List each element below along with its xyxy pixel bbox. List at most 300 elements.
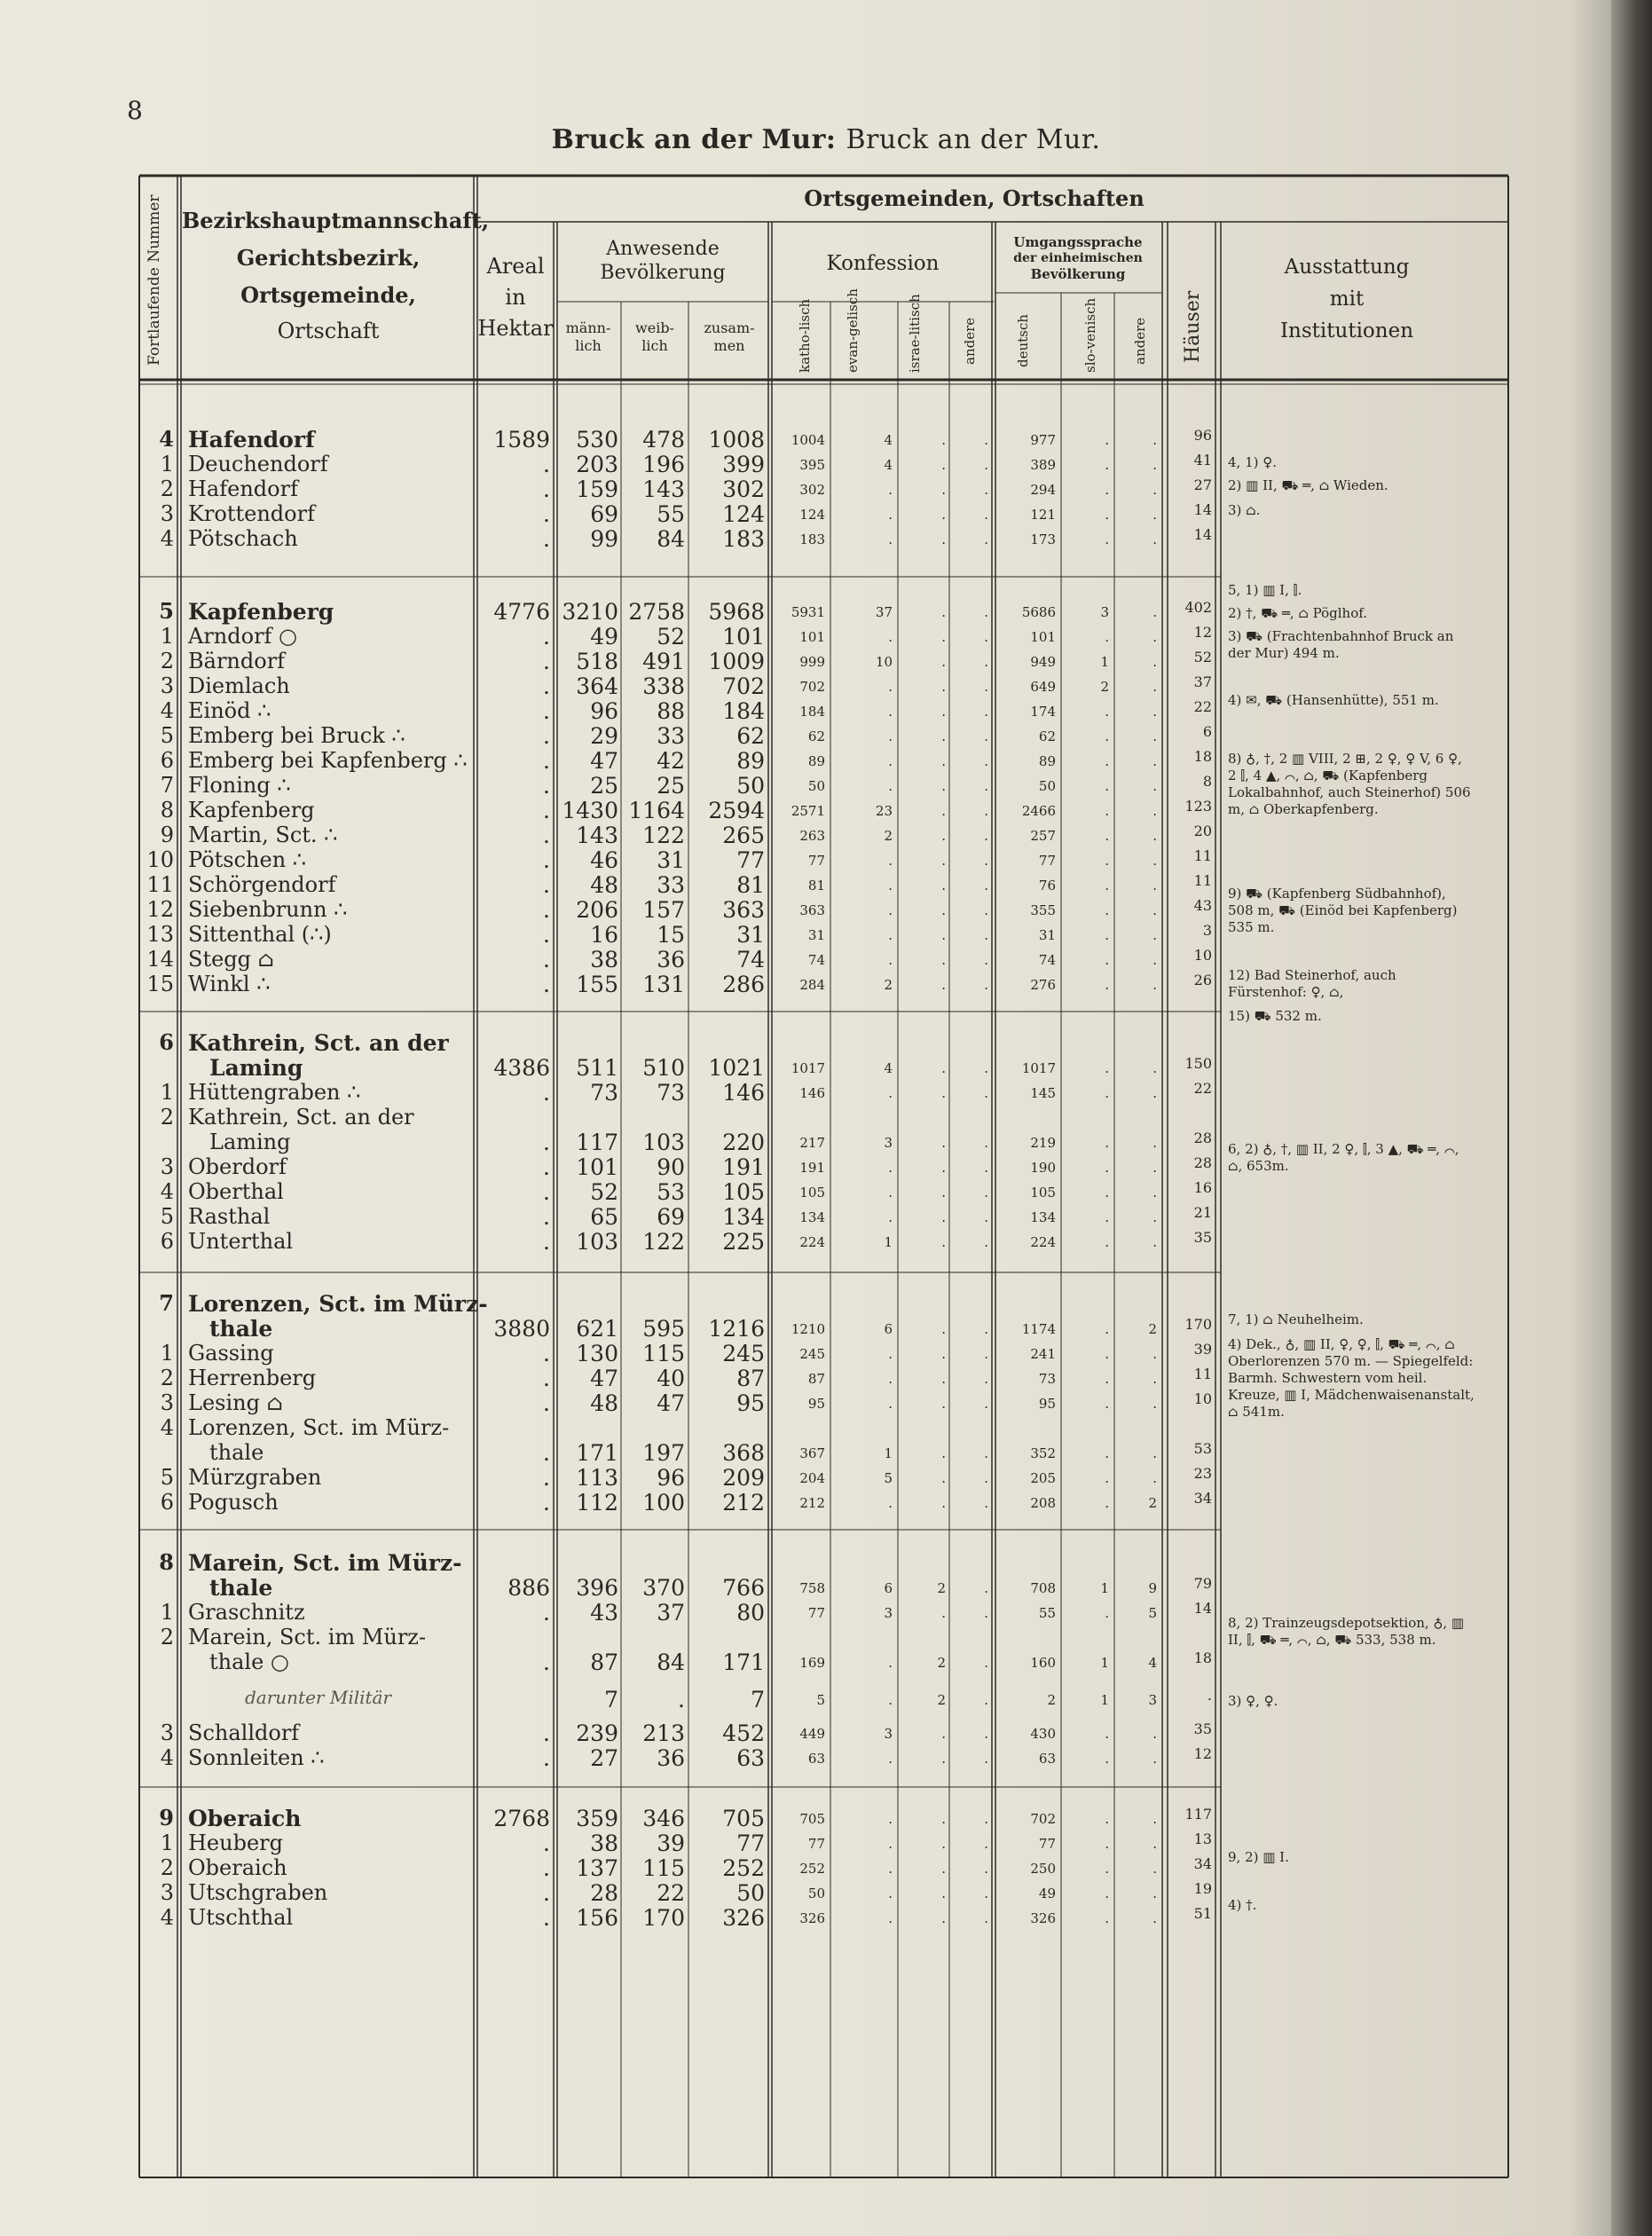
cell-slo: . (1105, 1495, 1109, 1511)
header-bezirk-line2: Gerichtsbezirk, (236, 245, 421, 271)
cell-slo: . (1105, 1811, 1109, 1827)
cell-m: 96 (590, 698, 618, 724)
cell-z: 363 (722, 897, 765, 923)
cell-de: 55 (1038, 1605, 1056, 1621)
cell-w: 370 (642, 1575, 685, 1601)
row-number: 6 (160, 1490, 174, 1515)
title-regular: Bruck an der Mur. (846, 124, 1101, 155)
cell-m: 530 (576, 427, 618, 453)
row-number: 8 (159, 1549, 174, 1575)
cell-m: 47 (590, 1366, 618, 1391)
cell-w: 196 (642, 452, 685, 477)
header-bevoelkerung-2: Bevölkerung (600, 262, 726, 284)
cell-ev: 4 (884, 1060, 893, 1076)
cell-z: 183 (722, 526, 765, 552)
cell-m: 48 (590, 1390, 618, 1416)
cell-w: 39 (657, 1831, 685, 1856)
cell-w: 55 (657, 501, 685, 527)
cell-m: 65 (590, 1204, 618, 1230)
cell-isr: . (941, 1836, 946, 1852)
cell-slo: . (1105, 878, 1109, 894)
cell-and2: . (1152, 1396, 1157, 1412)
cell-and2: . (1152, 1751, 1157, 1767)
cell-h: 53 (1193, 1440, 1212, 1457)
cell-and: . (984, 803, 988, 819)
cell-kat: 50 (807, 1886, 825, 1901)
cell-m: 3210 (562, 599, 618, 625)
institution-entry: 6, 2) ♁, †, ▥ II, 2 ♀, ⫿, 3 ▲, ⛟ ═, ⌒, ⌂, 653m. (1228, 1141, 1459, 1174)
header-israelitisch: israe-litisch (907, 294, 923, 373)
cell-isr: . (941, 1886, 946, 1901)
cell-ev: . (888, 1655, 893, 1671)
row-number: 3 (160, 673, 174, 698)
header-andere-sprache: andere (1132, 317, 1148, 365)
cell-areal: . (543, 1341, 550, 1366)
cell-kat: 77 (807, 1605, 825, 1621)
cell-slo: 1 (1100, 654, 1109, 670)
cell-z: 81 (736, 872, 765, 898)
cell-and: . (984, 531, 988, 547)
cell-ev: 4 (884, 432, 893, 448)
cell-and: . (984, 1692, 988, 1708)
ortschaft-name: Hüttengraben ∴ (188, 1080, 361, 1105)
cell-slo: . (1105, 728, 1109, 744)
cell-kat: 5 (816, 1692, 825, 1708)
cell-areal: . (543, 673, 550, 699)
cell-m: 29 (590, 723, 618, 749)
cell-kat: 999 (799, 654, 825, 670)
cell-isr: 2 (937, 1580, 946, 1596)
cell-and2: . (1152, 704, 1157, 720)
cell-slo: . (1105, 1605, 1109, 1621)
cell-w: 33 (657, 723, 685, 749)
row-number: 3 (160, 1154, 174, 1179)
cell-and: . (984, 828, 988, 844)
cell-isr: . (941, 1495, 946, 1511)
cell-areal: . (543, 1154, 550, 1180)
cell-h: 18 (1193, 1649, 1212, 1666)
cell-ev: . (888, 1396, 893, 1412)
cell-de: 190 (1030, 1160, 1056, 1176)
cell-slo: . (1105, 1751, 1109, 1767)
cell-ev: 1 (884, 1234, 893, 1250)
ortschaft-name: Kapfenberg (188, 798, 315, 823)
row-number: 4 (160, 1905, 174, 1930)
cell-z: 95 (736, 1390, 765, 1416)
cell-ev: . (888, 1346, 893, 1362)
cell-m: 518 (576, 649, 618, 674)
cell-z: 80 (736, 1600, 765, 1626)
cell-ev: 1 (884, 1445, 893, 1461)
cell-de: 224 (1030, 1234, 1056, 1250)
cell-w: 40 (657, 1366, 685, 1391)
header-ortsgemeinden: Ortsgemeinden, Ortschaften (804, 185, 1145, 211)
cell-z: 50 (736, 773, 765, 799)
cell-ev: . (888, 507, 893, 523)
cell-slo: . (1105, 432, 1109, 448)
cell-h: 41 (1193, 452, 1212, 468)
cell-and: . (984, 1321, 988, 1337)
row-number: 5 (160, 723, 174, 748)
cell-w: 478 (642, 427, 685, 453)
cell-isr: . (941, 728, 946, 744)
cell-kat: 89 (807, 753, 825, 769)
cell-and: . (984, 977, 988, 993)
cell-m: 171 (576, 1440, 618, 1466)
cell-ev: . (888, 1751, 893, 1767)
cell-h: 11 (1193, 847, 1212, 864)
ortschaft-name: Graschnitz (188, 1600, 305, 1625)
cell-ev: . (888, 853, 893, 869)
institution-entry: 8) ♁, †, 2 ▥ VIII, 2 ⊞, 2 ♀, ♀ V, 6 ♀, 2 ⫿, 4 ▲, ⌒, ⌂, ⛟ (Kapfenberg Lokalbahnhof, auch Steinerhof) 506 m, ⌂ Oberkapfenberg. (1228, 751, 1471, 817)
cell-isr: . (941, 1346, 946, 1362)
cell-de: 134 (1030, 1209, 1056, 1225)
cell-isr: . (941, 977, 946, 993)
cell-de: 160 (1030, 1655, 1056, 1671)
ortsgemeinde-name: Oberaich (188, 1806, 302, 1831)
cell-slo: . (1105, 1060, 1109, 1076)
cell-isr: . (941, 1811, 946, 1827)
cell-ev: 6 (884, 1321, 893, 1337)
row-number: 1 (160, 624, 174, 649)
cell-and2: 2 (1148, 1495, 1157, 1511)
cell-and2: . (1152, 878, 1157, 894)
cell-slo: . (1105, 1346, 1109, 1362)
cell-de: 1174 (1021, 1321, 1056, 1337)
cell-m: 117 (576, 1130, 618, 1155)
cell-m: 38 (590, 1831, 618, 1856)
cell-ev: . (888, 728, 893, 744)
row-number: 13 (146, 922, 174, 947)
cell-and: . (984, 679, 988, 695)
cell-h: 18 (1193, 748, 1212, 765)
cell-kat: 74 (807, 952, 825, 968)
ortsgemeinde-name: Laming (209, 1055, 303, 1081)
cell-h: 10 (1193, 1390, 1212, 1407)
cell-isr: . (941, 1085, 946, 1101)
institution-entry: 9) ⛟ (Kapfenberg Südbahnhof), 508 m, ⛟ (Einöd bei Kapfenberg) 535 m. (1228, 886, 1458, 935)
cell-kat: 101 (799, 629, 825, 645)
cell-isr: . (941, 753, 946, 769)
cell-slo: . (1105, 977, 1109, 993)
ortschaft-name: Heuberg (188, 1831, 283, 1855)
cell-de: 77 (1038, 1836, 1056, 1852)
cell-z: 184 (722, 698, 765, 724)
cell-de: 430 (1030, 1726, 1056, 1742)
row-number: 3 (160, 1390, 174, 1415)
cell-z: 105 (722, 1179, 765, 1205)
cell-m: 203 (576, 452, 618, 477)
cell-isr: . (941, 1234, 946, 1250)
header-areal-3: Hektar (477, 316, 554, 341)
header-weiblich-2: lich (641, 337, 668, 354)
cell-z: 191 (722, 1154, 765, 1180)
cell-z: 101 (722, 624, 765, 650)
cell-kat: 212 (799, 1495, 825, 1511)
cell-slo: . (1105, 828, 1109, 844)
cell-isr: . (941, 1321, 946, 1337)
cell-w: 338 (642, 673, 685, 699)
cell-slo: . (1105, 853, 1109, 869)
cell-isr: . (941, 531, 946, 547)
cell-h: 22 (1193, 698, 1212, 715)
header-katholisch: katho-lisch (797, 298, 813, 373)
cell-and2: . (1152, 1209, 1157, 1225)
cell-isr: . (941, 1135, 946, 1151)
cell-areal: . (543, 1080, 550, 1106)
cell-areal: . (543, 1600, 550, 1626)
cell-z: 5968 (708, 599, 765, 625)
cell-h: 27 (1193, 476, 1212, 493)
cell-and: . (984, 1234, 988, 1250)
ortschaft-name: Krottendorf (188, 501, 315, 526)
cell-h: 20 (1193, 823, 1212, 839)
cell-m: 69 (590, 501, 618, 527)
cell-z: 146 (722, 1080, 765, 1106)
cell-w: . (678, 1687, 685, 1712)
cell-areal: . (543, 649, 550, 674)
cell-m: 99 (590, 526, 618, 552)
cell-de: 949 (1030, 654, 1056, 670)
cell-h: 51 (1193, 1905, 1212, 1922)
ortschaft-name: Stegg ⌂ (188, 947, 274, 972)
cell-z: 705 (722, 1806, 765, 1831)
header-konfession: Konfession (826, 252, 940, 275)
cell-isr: . (941, 482, 946, 498)
cell-h: 96 (1193, 427, 1212, 444)
institution-entry: 9, 2) ▥ I. (1228, 1849, 1289, 1865)
cell-m: 359 (576, 1806, 618, 1831)
ortschaft-name: Sittenthal (∴) (188, 922, 332, 947)
cell-isr: . (941, 1470, 946, 1486)
header-zusammen-2: men (713, 337, 745, 354)
ortschaft-name: Oberaich (188, 1855, 287, 1880)
cell-h: 11 (1193, 1366, 1212, 1382)
cell-z: 134 (722, 1204, 765, 1230)
cell-and2: . (1152, 1836, 1157, 1852)
cell-areal: . (543, 773, 550, 799)
cell-w: 2758 (628, 599, 685, 625)
row-number: 7 (160, 773, 174, 798)
title-bold: Bruck an der Mur: (551, 124, 837, 155)
cell-and: . (984, 457, 988, 473)
row-number: 5 (160, 1465, 174, 1490)
cell-de: 250 (1030, 1861, 1056, 1877)
cell-ev: 3 (884, 1726, 893, 1742)
cell-de: 294 (1030, 482, 1056, 498)
cell-de: 63 (1038, 1751, 1056, 1767)
cell-slo: . (1105, 1726, 1109, 1742)
cell-kat: 105 (799, 1185, 825, 1201)
header-maennlich-2: lich (575, 337, 602, 354)
cell-isr: . (941, 457, 946, 473)
header-evangelisch: evan-gelisch (845, 288, 861, 373)
institution-entry: 2) ▥ II, ⛟ ═, ⌂ Wieden. (1228, 477, 1388, 493)
cell-and: . (984, 1160, 988, 1176)
cell-kat: 1004 (791, 432, 825, 448)
cell-isr: . (941, 902, 946, 918)
cell-and: . (984, 878, 988, 894)
cell-and: . (984, 1085, 988, 1101)
ortschaft-name: Pötschach (188, 526, 298, 551)
cell-isr: . (941, 629, 946, 645)
cell-ev: . (888, 704, 893, 720)
cell-and2: 5 (1148, 1605, 1157, 1621)
cell-and2: . (1152, 1811, 1157, 1827)
header-ausstattung-1: Ausstattung (1284, 256, 1410, 279)
cell-areal: . (543, 872, 550, 898)
cell-w: 84 (657, 1649, 685, 1675)
cell-de: 121 (1030, 507, 1056, 523)
cell-and2: 2 (1148, 1321, 1157, 1337)
cell-de: 326 (1030, 1910, 1056, 1926)
row-number: 4 (160, 1745, 174, 1770)
cell-areal: . (543, 847, 550, 873)
cell-z: 702 (722, 673, 765, 699)
cell-de: 73 (1038, 1371, 1056, 1387)
cell-w: 37 (657, 1600, 685, 1626)
cell-w: 122 (642, 1229, 685, 1255)
cell-and: . (984, 1396, 988, 1412)
cell-and: . (984, 1726, 988, 1742)
cell-de: 31 (1038, 927, 1056, 943)
cell-z: 245 (722, 1341, 765, 1366)
cell-and2: . (1152, 432, 1157, 448)
cell-w: 491 (642, 649, 685, 674)
cell-m: 137 (576, 1855, 618, 1881)
cell-de: 174 (1030, 704, 1056, 720)
cell-z: 7 (751, 1687, 765, 1712)
cell-z: 77 (736, 1831, 765, 1856)
cell-h: . (1207, 1687, 1212, 1704)
cell-kat: 87 (807, 1371, 825, 1387)
ortschaft-name: Utschgraben (188, 1880, 328, 1905)
cell-and2: . (1152, 1060, 1157, 1076)
row-number: 6 (160, 748, 174, 773)
cell-z: 89 (736, 748, 765, 774)
cell-slo: . (1105, 1445, 1109, 1461)
cell-and2: . (1152, 853, 1157, 869)
header-umgang-3: Bevölkerung (1030, 266, 1126, 282)
cell-and2: . (1152, 803, 1157, 819)
cell-h: 150 (1184, 1055, 1212, 1072)
cell-de: 276 (1030, 977, 1056, 993)
cell-h: 43 (1193, 897, 1212, 914)
cell-slo: . (1105, 507, 1109, 523)
cell-w: 595 (642, 1316, 685, 1342)
header-slovenisch: slo-venisch (1082, 297, 1098, 373)
cell-z: 220 (722, 1130, 765, 1155)
ortsgemeinde-name: Hafendorf (188, 427, 315, 453)
cell-h: 28 (1193, 1130, 1212, 1146)
cell-kat: 284 (799, 977, 825, 993)
row-number: 12 (146, 897, 174, 922)
cell-areal: . (543, 624, 550, 650)
cell-m: 396 (576, 1575, 618, 1601)
cell-kat: 191 (799, 1160, 825, 1176)
cell-h: 26 (1193, 972, 1212, 988)
cell-ev: . (888, 629, 893, 645)
cell-and2: . (1152, 753, 1157, 769)
header-ausstattung-3: Institutionen (1279, 319, 1414, 342)
row-number: 1 (160, 1831, 174, 1855)
cell-m: 1430 (562, 798, 618, 823)
cell-ev: . (888, 1836, 893, 1852)
header-bezirk-line1: Bezirkshauptmannschaft, (182, 208, 490, 233)
cell-and: . (984, 1910, 988, 1926)
cell-m: 206 (576, 897, 618, 923)
cell-m: 159 (576, 476, 618, 502)
cell-and2: . (1152, 1371, 1157, 1387)
ortschaft-name: Marein, Sct. im Mürz- (188, 1625, 427, 1649)
cell-slo: . (1105, 1861, 1109, 1877)
cell-w: 25 (657, 773, 685, 799)
cell-and2: . (1152, 629, 1157, 645)
cell-and2: . (1152, 1346, 1157, 1362)
cell-w: 510 (642, 1055, 685, 1081)
cell-and: . (984, 1470, 988, 1486)
cell-and2: . (1152, 1085, 1157, 1101)
cell-ev: . (888, 902, 893, 918)
institution-entry: 4) †. (1228, 1897, 1257, 1913)
header-bezirk-line4: Ortschaft (277, 319, 380, 343)
cell-z: 2594 (708, 798, 765, 823)
ortschaft-name: Rasthal (188, 1204, 271, 1229)
cell-areal: 886 (507, 1575, 550, 1601)
cell-isr: . (941, 1910, 946, 1926)
cell-w: 143 (642, 476, 685, 502)
cell-ev: 2 (884, 977, 893, 993)
cell-w: 346 (642, 1806, 685, 1831)
cell-areal: . (543, 1649, 550, 1675)
cell-slo: . (1105, 1135, 1109, 1151)
cell-h: 402 (1184, 599, 1212, 616)
cell-m: 143 (576, 823, 618, 848)
institution-entry: 8, 2) Trainzeugsdepotsektion, ♁, ▥ II, ⫿, ⛟ ═, ⌒, ⌂, ⛟ 533, 538 m. (1228, 1615, 1465, 1648)
cell-and: . (984, 1185, 988, 1201)
cell-m: 112 (576, 1490, 618, 1516)
cell-and: . (984, 1605, 988, 1621)
cell-areal: . (543, 798, 550, 823)
cell-m: 28 (590, 1880, 618, 1906)
cell-isr: . (941, 1861, 946, 1877)
ortschaft-name: Hafendorf (188, 476, 298, 501)
cell-and: . (984, 927, 988, 943)
cell-de: 241 (1030, 1346, 1056, 1362)
cell-areal: 4776 (493, 599, 550, 625)
row-number: 7 (159, 1290, 174, 1316)
cell-kat: 184 (799, 704, 825, 720)
cell-w: 96 (657, 1465, 685, 1491)
cell-h: 19 (1193, 1880, 1212, 1897)
row-number: 9 (159, 1805, 174, 1831)
cell-slo: . (1105, 1085, 1109, 1101)
institution-entry: 4) ✉, ⛟ (Hansenhütte), 551 m. (1228, 692, 1439, 708)
cell-m: 239 (576, 1720, 618, 1746)
ortschaft-name: thale (209, 1440, 264, 1465)
cell-and2: 9 (1148, 1580, 1157, 1596)
cell-kat: 77 (807, 1836, 825, 1852)
cell-z: 87 (736, 1366, 765, 1391)
cell-and2: . (1152, 531, 1157, 547)
cell-isr: . (941, 878, 946, 894)
cell-and: . (984, 1861, 988, 1877)
cell-kat: 62 (807, 728, 825, 744)
cell-h: 37 (1193, 673, 1212, 690)
cell-de: 389 (1030, 457, 1056, 473)
cell-ev: . (888, 753, 893, 769)
ortschaft-name: Gassing (188, 1341, 274, 1366)
